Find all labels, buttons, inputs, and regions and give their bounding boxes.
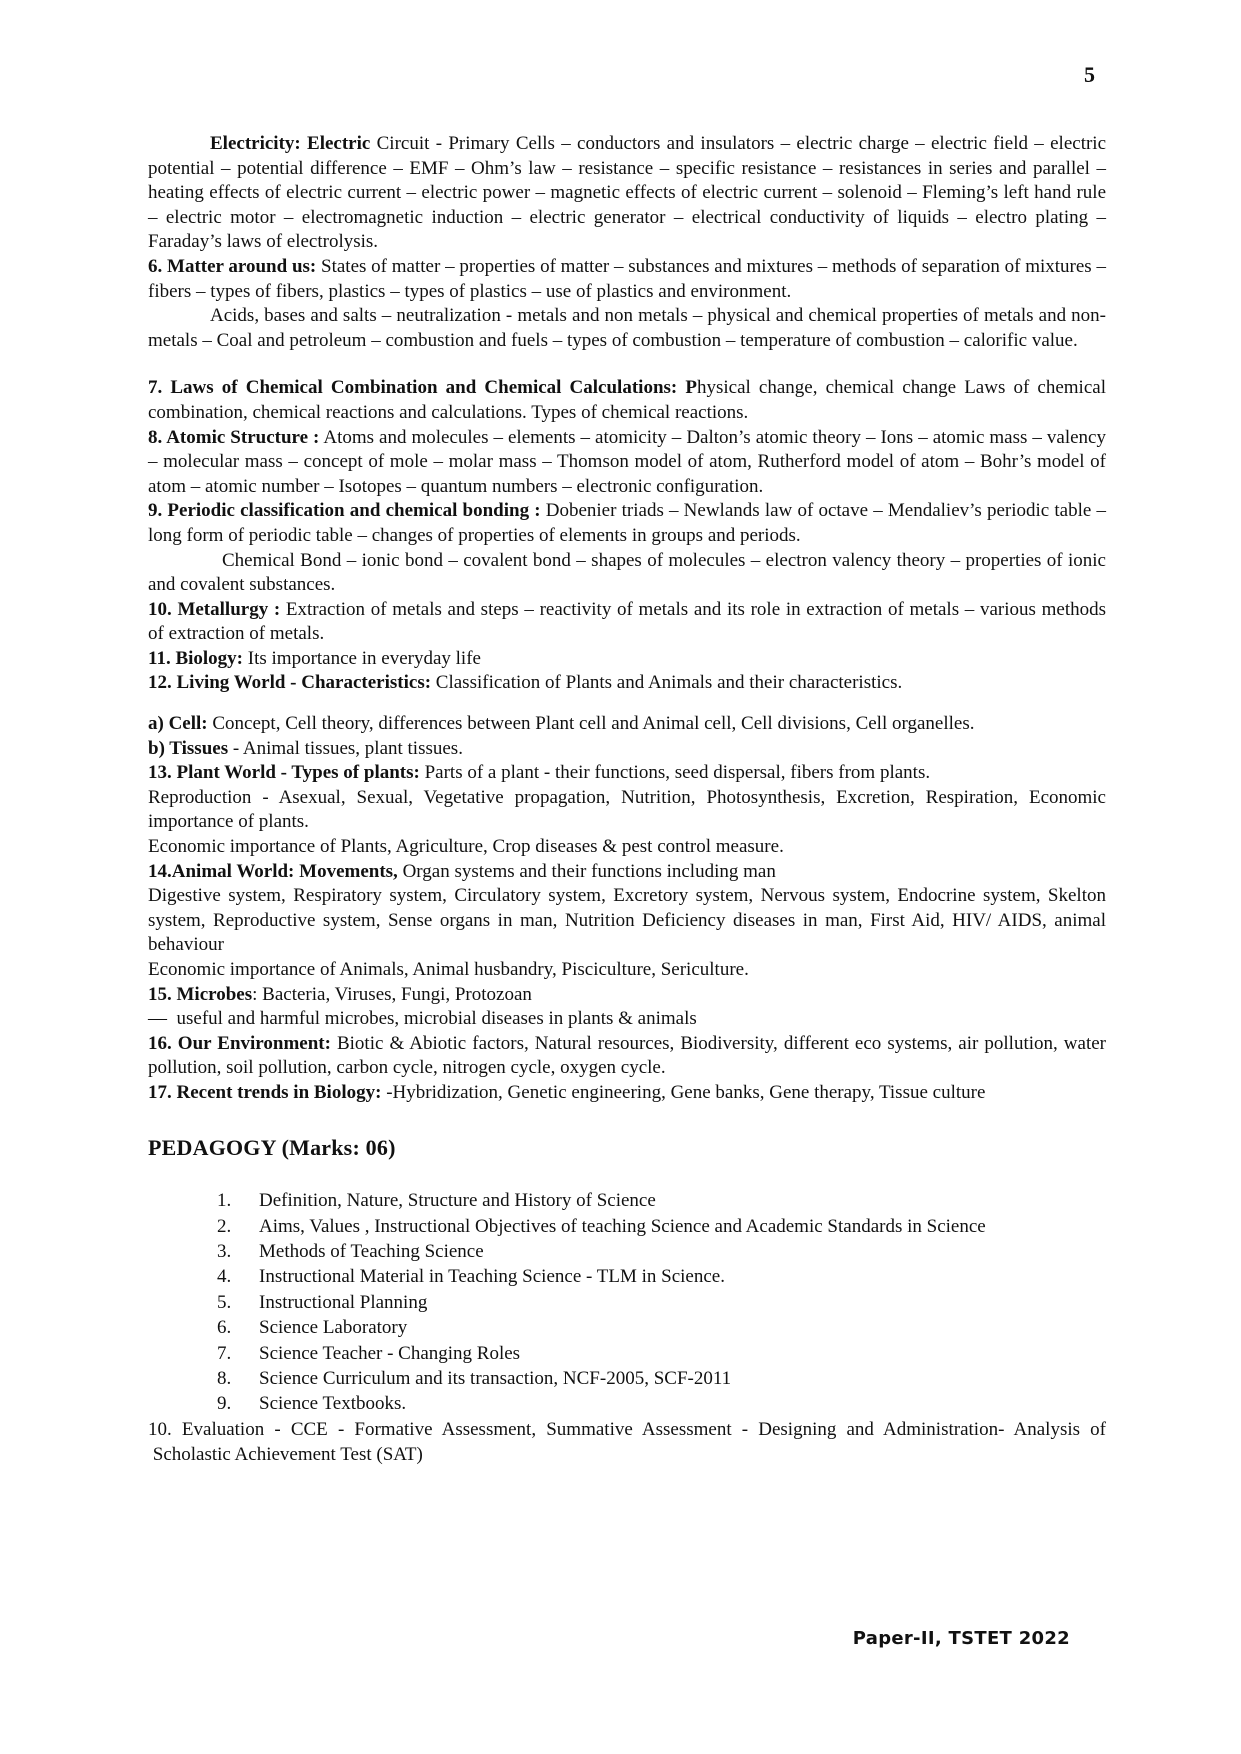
bold-lead-in: b) Tissues	[148, 737, 229, 759]
paragraph-text: Economic importance of Plants, Agriculture, Crop diseases & pest control measure.	[148, 836, 784, 858]
plant-world-economic-importance	[148, 835, 1106, 860]
list-item-number: 6.	[217, 1317, 232, 1339]
paragraph-text: Circuit - Primary Cells – conductors and insulators – electric charge – electric field – electric potential – potential difference – EMF – Ohm’s law – resistance – specific resistance – resistances in series and parallel – heating effects of electric current – electric power – magnetic effects of electric current – solenoid – Fleming’s left hand rule – electric motor – electromagnetic induction – electric generator – electrical conductivity of liquids – electro plating – Faraday’s laws of electrolysis.	[148, 133, 1107, 253]
bold-lead-in: 11. Biology:	[148, 647, 244, 669]
microbes-detail	[148, 1007, 1106, 1032]
section-10-metallurgy	[148, 598, 1106, 647]
bold-lead-in: 9. Periodic classification and chemical bonding :	[148, 500, 541, 522]
blank-line-2	[148, 696, 1106, 712]
paragraph-text: Concept, Cell theory, differences between Plant cell and Animal cell, Cell divisions, Cell organelles.	[207, 713, 975, 735]
paragraph-text: Biotic & Abiotic factors, Natural resources, Biodiversity, different eco systems, air pollution, water pollution, soil pollution, carbon cycle, nitrogen cycle, oxygen cycle.	[148, 1032, 1106, 1079]
electricity-paragraph	[148, 132, 1106, 255]
paragraph-text: Atoms and molecules – elements – atomicity – Dalton’s atomic theory – Ions – atomic mass – valency – molecular mass – concept of mole – molar mass – Thomson model of atom, Rutherford model of atom – Bohr’s model of atom – atomic number – Isotopes – quantum numbers – electronic configuration.	[148, 426, 1106, 497]
bold-lead-in: 12. Living World - Characteristics:	[148, 672, 432, 694]
section-12-living-world	[148, 671, 1106, 696]
bold-lead-in: 15. Microbes	[148, 983, 253, 1005]
list-item-number: 7.	[217, 1342, 232, 1364]
section-17-recent-trends	[148, 1081, 1106, 1106]
list-item	[217, 1239, 1106, 1264]
animal-world-systems	[148, 884, 1106, 958]
list-item-number: 3.	[217, 1240, 232, 1262]
list-item-text: Definition, Nature, Structure and History of Science	[259, 1190, 656, 1212]
list-item-text: Science Teacher - Changing Roles	[259, 1342, 521, 1364]
paragraph-text: Economic importance of Animals, Animal husbandry, Pisciculture, Sericulture.	[148, 959, 749, 980]
section-11-biology	[148, 647, 1106, 672]
bold-lead-in: 10. Metallurgy :	[148, 598, 281, 620]
section-13-plant-world	[148, 761, 1106, 786]
paragraph-text: States of matter – properties of matter – substances and mixtures – methods of separation of mixtures – fibers – types of fibers, plastics – types of plastics – use of plastics and environment.	[148, 255, 1106, 302]
bold-lead-in: 14.Animal World: Movements,	[148, 860, 398, 882]
bold-lead-in: 6. Matter around us:	[148, 255, 317, 277]
paragraph-text: — useful and harmful microbes, microbial diseases in plants & animals	[148, 1008, 697, 1030]
list-item-text: Methods of Teaching Science	[259, 1240, 484, 1262]
section-15-microbes	[148, 983, 1106, 1008]
paragraph-text: 10. Evaluation - CCE - Formative Assessment, Summative Assessment - Designing and Administration- Analysis of Scholastic Achievement Test (SAT)	[148, 1418, 1106, 1466]
list-item-text: Science Laboratory	[259, 1317, 408, 1339]
bold-lead-in: Electricity: Electric	[210, 133, 371, 154]
item-b-tissues	[148, 737, 1106, 762]
document-body	[148, 132, 1106, 1468]
pedagogy-heading: PEDAGOGY (Marks: 06)	[148, 1134, 396, 1160]
list-item-text: Science Textbooks.	[259, 1393, 407, 1415]
bold-lead-in: 7. Laws of Chemical Combination and Chemical Calculations: P	[148, 377, 697, 399]
list-item	[217, 1315, 1106, 1340]
bold-lead-in: 8. Atomic Structure :	[148, 426, 320, 448]
list-item-number: 9.	[217, 1393, 232, 1415]
list-item-text: Instructional Planning	[259, 1291, 428, 1313]
bold-lead-in: 13. Plant World - Types of plants:	[148, 762, 420, 784]
section-6-matter-around-us	[148, 255, 1106, 304]
paragraph-text: - Animal tissues, plant tissues.	[228, 737, 463, 759]
list-item-number: 5.	[217, 1291, 232, 1313]
paragraph-text: hysical change, chemical change Laws of chemical combination, chemical reactions and calculations. Types of chemical reactions.	[148, 377, 1106, 423]
list-item	[217, 1264, 1106, 1289]
list-item	[217, 1341, 1106, 1366]
section-7-laws-of-chemical-combination	[148, 376, 1106, 425]
paragraph-text: -Hybridization, Genetic engineering, Gene banks, Gene therapy, Tissue culture	[381, 1081, 986, 1103]
paragraph-text: Parts of a plant - their functions, seed dispersal, fibers from plants.	[419, 762, 931, 784]
chemical-bond-paragraph	[148, 549, 1106, 598]
section-14-animal-world	[148, 860, 1106, 885]
list-item	[217, 1290, 1106, 1315]
paragraph-text: Reproduction - Asexual, Sexual, Vegetative propagation, Nutrition, Photosynthesis, Excretion, Respiration, Economic importance of plants.	[148, 786, 1106, 833]
list-item-text: Aims, Values , Instructional Objectives of teaching Science and Academic Standards in Science	[259, 1215, 986, 1237]
pedagogy-item-10	[148, 1417, 1106, 1468]
paragraph-text: Classification of Plants and Animals and their characteristics.	[431, 672, 903, 694]
paragraph-text: Chemical Bond – ionic bond – covalent bond – shapes of molecules – electron valency theory – properties of ionic and covalent substances.	[148, 549, 1106, 596]
bold-lead-in: 17. Recent trends in Biology:	[148, 1081, 382, 1103]
section-8-atomic-structure	[148, 426, 1106, 500]
section-16-our-environment	[148, 1032, 1106, 1081]
paragraph-text: Digestive system, Respiratory system, Circulatory system, Excretory system, Nervous system, Endocrine system, Skelton system, Reproductive system, Sense organs in man, Nutrition Deficiency diseases in man, First Aid, HIV/ AIDS, animal behaviour	[148, 885, 1106, 956]
list-item-text: Instructional Material in Teaching Science - TLM in Science.	[259, 1266, 725, 1288]
list-item-number: 1.	[217, 1190, 232, 1212]
list-item-number: 2.	[217, 1215, 232, 1237]
paragraph-text: : Bacteria, Viruses, Fungi, Protozoan	[252, 983, 532, 1005]
plant-world-reproduction	[148, 786, 1106, 835]
item-a-cell	[148, 712, 1106, 737]
paragraph-text: Acids, bases and salts – neutralization - metals and non metals – physical and chemical properties of metals and non-metals – Coal and petroleum – combustion and fuels – types of combustion – temperature of combustion – calorific value.	[148, 305, 1106, 351]
list-item	[217, 1366, 1106, 1391]
footer-text: Paper-II, TSTET 2022	[852, 1628, 1070, 1649]
list-item	[217, 1391, 1106, 1416]
bold-lead-in: a) Cell:	[148, 713, 208, 735]
list-item	[217, 1188, 1106, 1213]
blank-line-1	[148, 353, 1106, 376]
list-item-number: 8.	[217, 1368, 232, 1389]
list-item-number: 4.	[217, 1266, 232, 1288]
paragraph-text: Dobenier triads – Newlands law of octave – Mendaliev’s periodic table – long form of periodic table – changes of properties of elements in groups and periods.	[148, 500, 1106, 546]
paragraph-text: Organ systems and their functions including man	[397, 860, 776, 882]
list-item	[217, 1214, 1106, 1239]
paragraph-text: Its importance in everyday life	[243, 647, 481, 669]
animal-world-economic-importance	[148, 958, 1106, 983]
bold-lead-in: 16. Our Environment:	[148, 1032, 331, 1054]
list-item-text: Science Curriculum and its transaction, NCF-2005, SCF-2011	[259, 1368, 732, 1389]
acids-bases-paragraph	[148, 304, 1106, 353]
section-9-periodic-classification	[148, 499, 1106, 548]
page-number: 5	[1084, 62, 1095, 87]
paragraph-text: Extraction of metals and steps – reactivity of metals and its role in extraction of metals – various methods of extraction of metals.	[148, 598, 1106, 645]
pedagogy-list	[217, 1188, 1106, 1417]
